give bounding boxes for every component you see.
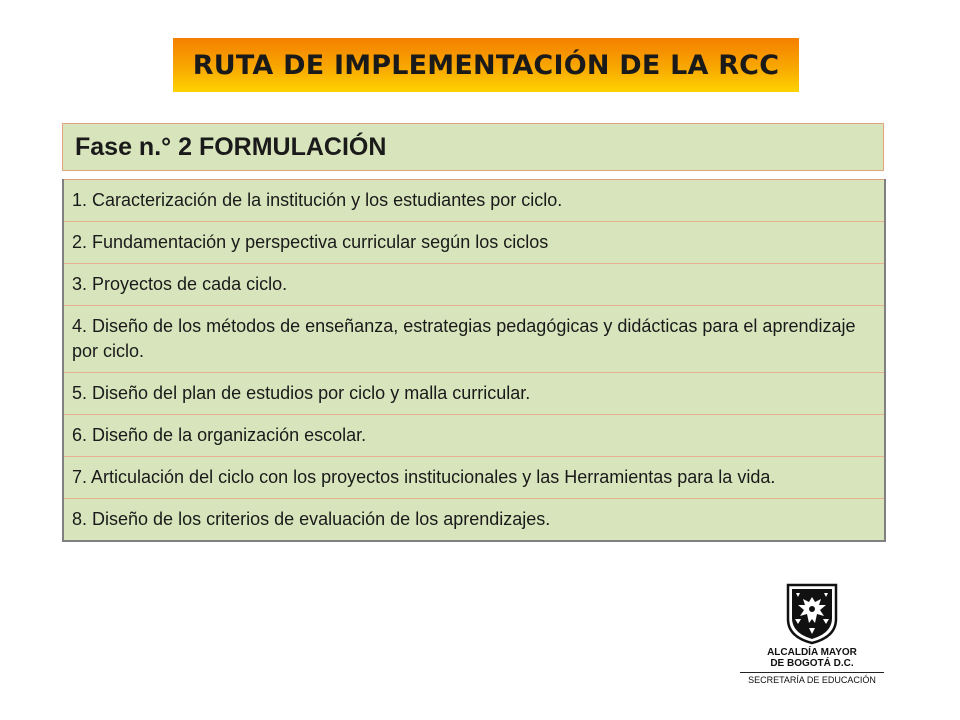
logo-divider <box>740 672 884 673</box>
list-item: 3. Proyectos de cada ciclo. <box>64 263 884 305</box>
list-item: 1. Caracterización de la institución y los estudiantes por ciclo. <box>64 179 884 221</box>
title-banner <box>173 38 799 92</box>
phase-title: Fase n.° 2 FORMULACIÓN <box>75 132 387 161</box>
list-item: 5. Diseño del plan de estudios por ciclo y malla curricular. <box>64 372 884 414</box>
logo-text-bogota: DE BOGOTÁ D.C. <box>770 658 854 669</box>
list-item: 7. Articulación del ciclo con los proyectos institucionales y las Herramientas para la vida. <box>64 456 884 498</box>
list-item: 6. Diseño de la organización escolar. <box>64 414 884 456</box>
logo-text-alcaldia: ALCALDÍA MAYOR <box>767 647 857 658</box>
logo-text-secretaria: SECRETARÍA DE EDUCACIÓN <box>748 675 876 685</box>
bogota-crest-icon <box>784 583 840 645</box>
alcaldia-logo <box>738 583 886 687</box>
phase-header <box>62 123 884 171</box>
page-title: RUTA DE IMPLEMENTACIÓN DE LA RCC <box>192 49 780 81</box>
list-item: 8. Diseño de los criterios de evaluación de los aprendizajes. <box>64 498 884 540</box>
steps-list <box>62 179 886 542</box>
list-item: 4. Diseño de los métodos de enseñanza, estrategias pedagógicas y didácticas para el aprendizaje por ciclo. <box>64 305 884 372</box>
list-item: 2. Fundamentación y perspectiva curricular según los ciclos <box>64 221 884 263</box>
